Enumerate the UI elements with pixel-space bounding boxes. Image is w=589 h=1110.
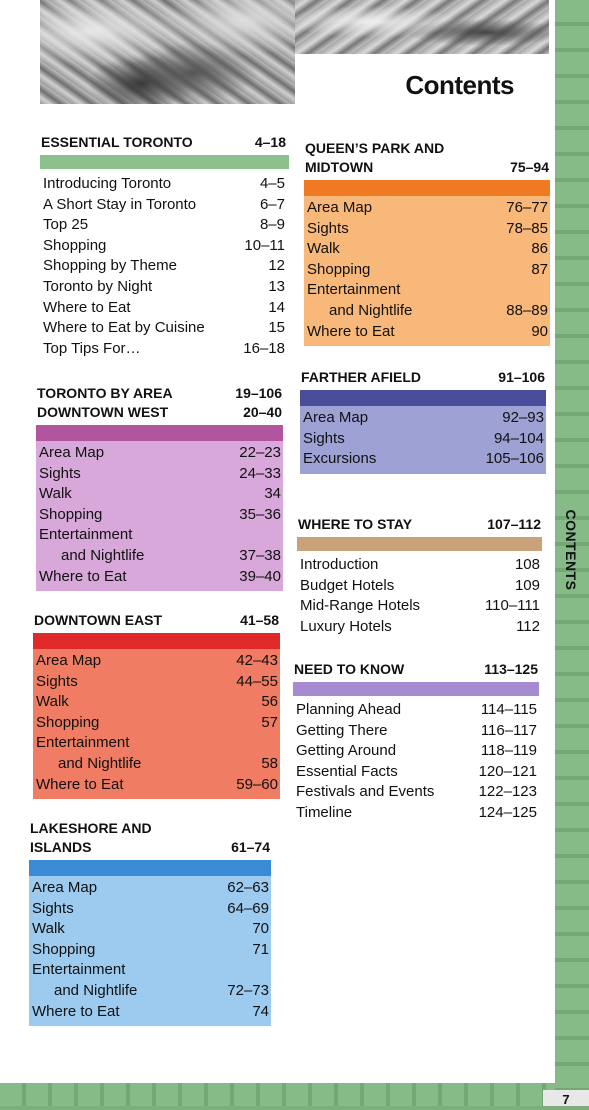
toc-entry[interactable]: Essential Facts 120–121 <box>296 762 537 780</box>
toc-entry[interactable]: Sights 44–55 <box>36 672 278 690</box>
section-heading: DOWNTOWN EAST <box>34 612 163 628</box>
toc-entry[interactable]: and Nightlife 37–38 <box>61 546 281 564</box>
section-pages: 61–74 <box>231 839 270 855</box>
toc-entry[interactable]: Where to Eat 14 <box>43 298 285 316</box>
section-pages: 91–106 <box>498 369 545 385</box>
section-heading-line2: MIDTOWN <box>305 159 374 175</box>
toc-entry[interactable]: Area Map 22–23 <box>39 444 281 461</box>
section-color-bar <box>304 180 550 196</box>
toc-entry[interactable]: Timeline 124–125 <box>296 803 537 821</box>
section-need-to-know <box>293 660 539 828</box>
toc-entry[interactable]: Walk 70 <box>32 920 269 938</box>
section-box <box>33 633 280 799</box>
toc-entry[interactable]: A Short Stay in Toronto 6–7 <box>43 195 285 213</box>
section-heading: QUEEN’S PARK AND <box>305 140 445 156</box>
bottom-stripe-border <box>0 1083 555 1106</box>
toc-entry[interactable]: Area Map 42–43 <box>36 652 278 669</box>
toc-entry[interactable]: Shopping 57 <box>36 713 278 731</box>
header-photo-strip <box>295 0 549 54</box>
toc-entry[interactable]: Where to Eat by Cuisine 15 <box>43 319 285 337</box>
toc-entry[interactable]: Budget Hotels 109 <box>300 576 540 594</box>
section-box <box>36 425 283 591</box>
section-pages: 4–18 <box>254 134 286 150</box>
section-pages: 75–94 <box>510 159 549 175</box>
toc-entry[interactable]: Sights 24–33 <box>39 464 281 482</box>
section-lakeshore-islands <box>29 819 271 1026</box>
toc-entry[interactable]: Entertainment <box>36 734 130 752</box>
toc-entry[interactable]: Luxury Hotels 112 <box>300 617 540 635</box>
section-items <box>304 196 550 346</box>
toc-entry[interactable]: Shopping 10–11 <box>43 236 285 254</box>
toc-entry[interactable]: Area Map 92–93 <box>303 409 544 426</box>
toc-entry[interactable]: and Nightlife 88–89 <box>329 301 548 319</box>
section-color-bar <box>36 425 283 441</box>
section-farther-afield <box>300 368 546 474</box>
section-heading: NEED TO KNOW <box>294 661 405 677</box>
toc-entry[interactable]: Entertainment <box>39 526 133 544</box>
section-box <box>29 860 271 1026</box>
toc-entry[interactable]: Where to Eat 59–60 <box>36 775 278 793</box>
section-color-bar <box>293 682 539 696</box>
section-heading: WHERE TO STAY <box>298 516 413 532</box>
toc-entry[interactable]: Sights 78–85 <box>307 219 548 237</box>
section-subheading: DOWNTOWN WEST <box>37 404 169 420</box>
section-color-bar <box>297 537 542 551</box>
page-number: 7 <box>543 1090 589 1106</box>
section-items <box>297 551 542 641</box>
page-title: Contents <box>405 70 514 100</box>
section-pages: 107–112 <box>487 516 541 532</box>
toc-entry[interactable]: Entertainment <box>307 281 401 299</box>
toc-entry[interactable]: Shopping 87 <box>307 260 548 278</box>
toc-entry[interactable]: Where to Eat 39–40 <box>39 567 281 585</box>
side-tab-contents: CONTENTS <box>563 509 579 591</box>
section-heading: ESSENTIAL TORONTO <box>41 134 193 150</box>
toc-entry[interactable]: Entertainment <box>32 961 126 979</box>
toc-entry[interactable]: Introducing Toronto 4–5 <box>43 175 285 192</box>
section-queens-park <box>304 139 550 346</box>
toc-entry[interactable]: Top 25 8–9 <box>43 216 285 234</box>
section-heading: TORONTO BY AREA <box>37 385 173 401</box>
section-essential-toronto <box>40 133 287 363</box>
section-color-bar <box>33 633 280 649</box>
section-color-bar <box>40 155 289 169</box>
section-pages: 41–58 <box>240 612 279 628</box>
section-box <box>300 390 546 474</box>
toc-entry[interactable]: Where to Eat 74 <box>32 1002 269 1020</box>
section-heading-line2: ISLANDS <box>30 839 92 855</box>
toc-entry[interactable]: Getting Around 118–119 <box>296 742 537 760</box>
toc-entry[interactable]: and Nightlife 58 <box>58 754 278 772</box>
section-items <box>40 169 287 363</box>
toc-entry[interactable]: Shopping by Theme 12 <box>43 257 285 275</box>
section-downtown-east <box>33 611 280 799</box>
section-color-bar <box>29 860 271 876</box>
section-heading: LAKESHORE AND <box>30 820 152 836</box>
section-pages: 19–106 <box>235 385 282 401</box>
toc-entry[interactable]: and Nightlife 72–73 <box>54 981 269 999</box>
toc-entry[interactable]: Planning Ahead 114–115 <box>296 701 537 718</box>
section-items <box>29 876 271 1026</box>
toc-entry[interactable]: Area Map 76–77 <box>307 199 548 216</box>
toc-entry[interactable]: Festivals and Events 122–123 <box>296 783 537 801</box>
toc-entry[interactable]: Getting There 116–117 <box>296 721 537 739</box>
toc-entry[interactable]: Shopping 71 <box>32 940 269 958</box>
toc-entry[interactable]: Toronto by Night 13 <box>43 277 285 295</box>
toc-entry[interactable]: Walk 34 <box>39 485 281 503</box>
toc-entry[interactable]: Top Tips For… 16–18 <box>43 339 285 357</box>
section-box <box>304 180 550 346</box>
toc-entry[interactable]: Mid-Range Hotels 110–111 <box>300 597 540 615</box>
toc-entry[interactable]: Sights 64–69 <box>32 899 269 917</box>
toc-entry[interactable]: Introduction 108 <box>300 556 540 573</box>
header-photo <box>40 0 295 104</box>
toc-entry[interactable]: Excursions 105–106 <box>303 450 544 468</box>
section-color-bar <box>300 390 546 406</box>
toc-entry[interactable]: Walk 86 <box>307 240 548 258</box>
section-pages: 113–125 <box>484 661 538 677</box>
section-items <box>36 441 283 591</box>
toc-entry[interactable]: Area Map 62–63 <box>32 879 269 896</box>
section-items <box>293 696 539 828</box>
section-items <box>300 406 546 474</box>
toc-entry[interactable]: Where to Eat 90 <box>307 322 548 340</box>
section-heading: FARTHER AFIELD <box>301 369 422 385</box>
section-where-to-stay <box>297 515 542 641</box>
toc-entry[interactable]: Walk 56 <box>36 693 278 711</box>
toc-entry[interactable]: Sights 94–104 <box>303 429 544 447</box>
section-subpages: 20–40 <box>243 404 282 420</box>
section-downtown-west <box>36 384 283 591</box>
section-items <box>33 649 280 799</box>
toc-entry[interactable]: Shopping 35–36 <box>39 505 281 523</box>
